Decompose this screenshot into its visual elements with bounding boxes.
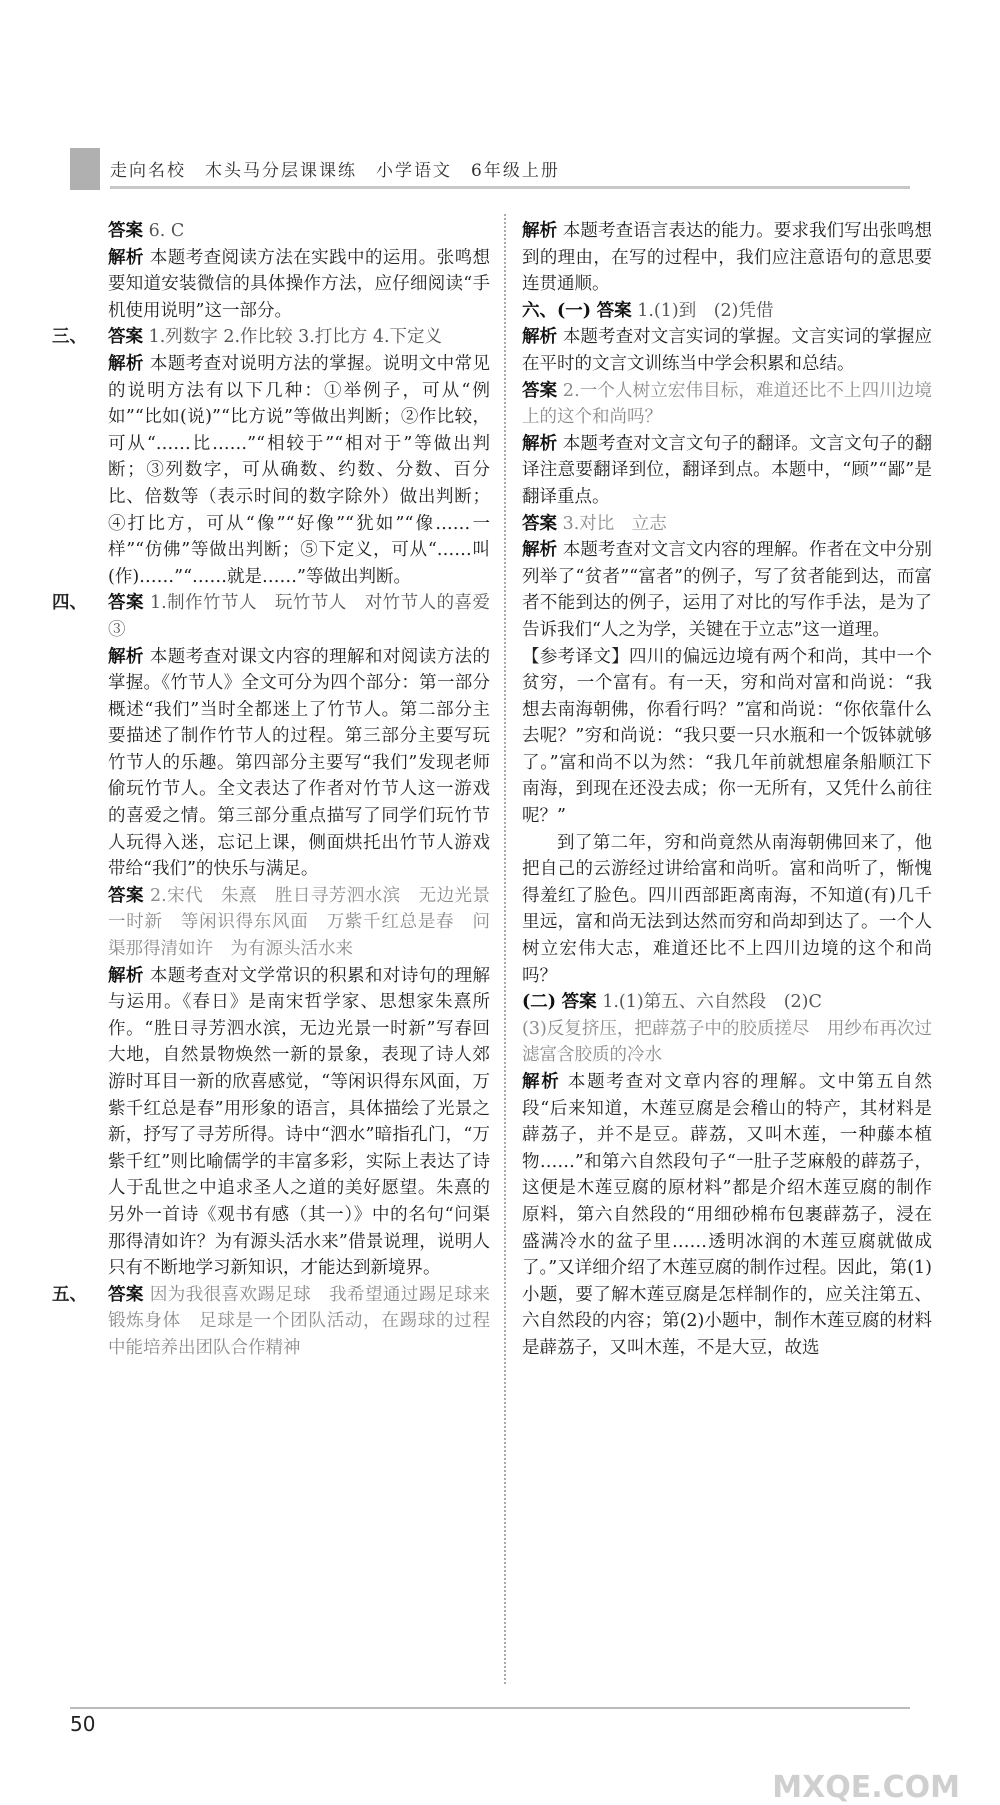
section-4 bbox=[52, 590, 508, 1281]
footer-rule bbox=[70, 1707, 910, 1709]
analysis: 解析 本题考查对说明方法的掌握。说明文中常见的说明方法有以下几种：①举例子，可从“例如”“比如(说)”“比方说”等做出判断；②作比较，可从“……比……”“相较于”“相对于”等做出判断；③列数字，可从确数、约数、分数、百分比、倍数等（表示时间的数字除外）做出判断；④打比方，可从“像”“好像”“犹如”“像……一样”“仿佛”等做出判断；⑤下定义，可从“……叫(作)……”“……就是……”等做出判断。 bbox=[108, 353, 491, 587]
section-6-part-2 bbox=[522, 989, 932, 1361]
analysis-5: 解析 本题考查语言表达的能力。要求我们写出张鸣想到的理由，在写的过程中，我们应注意语句的意思要连贯通顺。 bbox=[522, 221, 933, 295]
section-3 bbox=[52, 324, 491, 590]
answer: 六、(一) 答案 1.(1)到 (2)凭借 bbox=[522, 300, 774, 321]
section-number: 三、 bbox=[52, 327, 87, 348]
section-number: 四、 bbox=[52, 593, 87, 614]
reference-translation-2: 到了第二年，穷和尚竟然从南海朝佛回来了，他把自己的云游经过讲给富和尚听。富和尚听了，惭愧得羞红了脸色。四川西部距离南海，不知道(有)几千里远，富和尚无法到达然而穷和尚却到达了。一个人树立宏伟大志，难道还比不上四川边境的这个和尚吗？ bbox=[522, 832, 932, 986]
page-header bbox=[70, 148, 910, 190]
answer: 答案 2.宋代 朱熹 胜日寻芳泗水滨 无边光景一时新 等闲识得东风面 万紫千红总是春 问渠那得清如许 为有源头活水来 bbox=[108, 885, 491, 960]
page-number: 50 bbox=[70, 1712, 96, 1736]
answer: 答案 1.列数字 2.作比较 3.打比方 4.下定义 bbox=[108, 327, 443, 348]
answer: (二) 答案 1.(1)第五、六自然段 (2)C bbox=[522, 992, 822, 1013]
watermark: MXQE.COM bbox=[772, 1770, 960, 1805]
header-tab bbox=[70, 148, 100, 190]
analysis: 解析 本题考查对文章内容的理解。文中第五自然段“后来知道，木莲豆腐是会稽山的特产，其材料是薜荔子，并不是豆。薜荔，又叫木莲，一种藤本植物……”和第六自然段句子“一肚子芝麻般的薜荔子，这便是木莲豆腐的原材料”都是介绍木莲豆腐的制作原料，第六自然段的“用细砂棉布包裹薜荔子，浸在盛满冷水的盆子里……透明冰润的木莲豆腐就做成了。”又详细介绍了木莲豆腐的制作过程。因此，第(1)小题，要了解木莲豆腐是怎样制作的，应关注第五、六自然段的内容；第(2)小题中，制作木莲豆腐的材料是薜荔子，又叫木莲，不是大豆，故选 bbox=[522, 1072, 933, 1358]
analysis: 解析 本题考查对文言文内容的理解。作者在文中分别列举了“贫者”“富者”的例子，写了贫者能到达，而富者不能到达的例子，运用了对比的写作手法，是为了告诉我们“人之为学，关键在于立志”这一道理。 bbox=[522, 540, 933, 640]
answer: 答案 因为我很喜欢踢足球 我希望通过踢足球来锻炼身体 足球是一个团队活动，在踢球的过程中能培养出团队合作精神 bbox=[108, 1284, 491, 1358]
analysis: 解析 本题考查对课文内容的理解和对阅读方法的掌握。《竹节人》全文可分为四个部分：第一部分概述“我们”当时全都迷上了竹节人。第二部分主要描述了制作竹节人的过程。第三部分主要写玩竹节人的乐趣。第四部分主要写“我们”发现老师偷玩竹节人。全文表达了作者对竹节人这一游戏的喜爱之情。第三部分重点描写了同学们玩竹节人玩得入迷，忘记上课，侧面烘托出竹节人游戏带给“我们”的快乐与满足。 bbox=[108, 646, 491, 880]
answer: 答案 1.制作竹节人 玩竹节人 对竹节人的喜爱 ③ bbox=[108, 593, 508, 640]
header-title: 走向名校 木头马分层课课练 小学语文 6年级上册 bbox=[110, 161, 560, 181]
answer: 答案 3.对比 立志 bbox=[522, 513, 667, 534]
section-number: 五、 bbox=[52, 1284, 87, 1305]
answer: 答案 2.一个人树立宏伟目标，难道还比不上四川边境上的这个和尚吗？ bbox=[522, 380, 933, 428]
header-rule bbox=[110, 186, 910, 189]
analysis: 解析 本题考查对文学常识的积累和对诗句的理解与运用。《春日》是南宋哲学家、思想家朱熹所作。“胜日寻芳泗水滨，无边光景一时新”写春回大地，自然景物焕然一新的景象，表现了诗人郊游时耳目一新的欣喜感觉，“等闲识得东风面，万紫千红总是春”用形象的语言，具体描绘了光景之新，抒写了寻芳所得。诗中“泗水”暗指孔门，“万紫千红”则比喻儒学的丰富多彩，实际上表达了诗人于乱世之中追求圣人之道的美好愿望。朱熹的另外一首诗《观书有感（其一）》中的名句“问渠那得清如许？为有源头活水来”借景说理，说明人只有不断地学习新知识，才能达到新境界。 bbox=[108, 965, 491, 1279]
right-column bbox=[522, 218, 932, 1362]
section-6-part-1 bbox=[522, 298, 932, 989]
left-column bbox=[52, 218, 508, 1362]
answer-6: 答案 6. C bbox=[108, 221, 185, 241]
reference-translation: 【参考译文】四川的偏远边境有两个和尚，其中一个贫穷，一个富有。有一天，穷和尚对富和尚说：“我想去南海朝佛，你看行吗？”富和尚说：“你依靠什么去呢？”穷和尚说：“我只要一只水瓶和一个饭钵就够了。”富和尚不以为然：“我几年前就想雇条船顺江下南海，到现在还没去成；你一无所有，又凭什么前往呢？” bbox=[522, 646, 932, 827]
column-divider bbox=[504, 214, 506, 1684]
analysis: 解析 本题考查对文言文句子的翻译。文言文句子的翻译注意要翻译到位，翻译到点。本题中，“顾”“鄙”是翻译重点。 bbox=[522, 433, 933, 507]
analysis-6: 解析 本题考查阅读方法在实践中的运用。张鸣想要知道安装微信的具体操作方法，应仔细阅读“手机使用说明”这一部分。 bbox=[108, 247, 491, 321]
section-5 bbox=[52, 1282, 491, 1362]
analysis: 解析 本题考查对文言实词的掌握。文言实词的掌握应在平时的文言文训练当中学会积累和总结。 bbox=[522, 327, 933, 374]
answer-continued: (3)反复挤压，把薜荔子中的胶质搓尽 用纱布再次过滤富含胶质的冷水 bbox=[522, 1018, 932, 1066]
